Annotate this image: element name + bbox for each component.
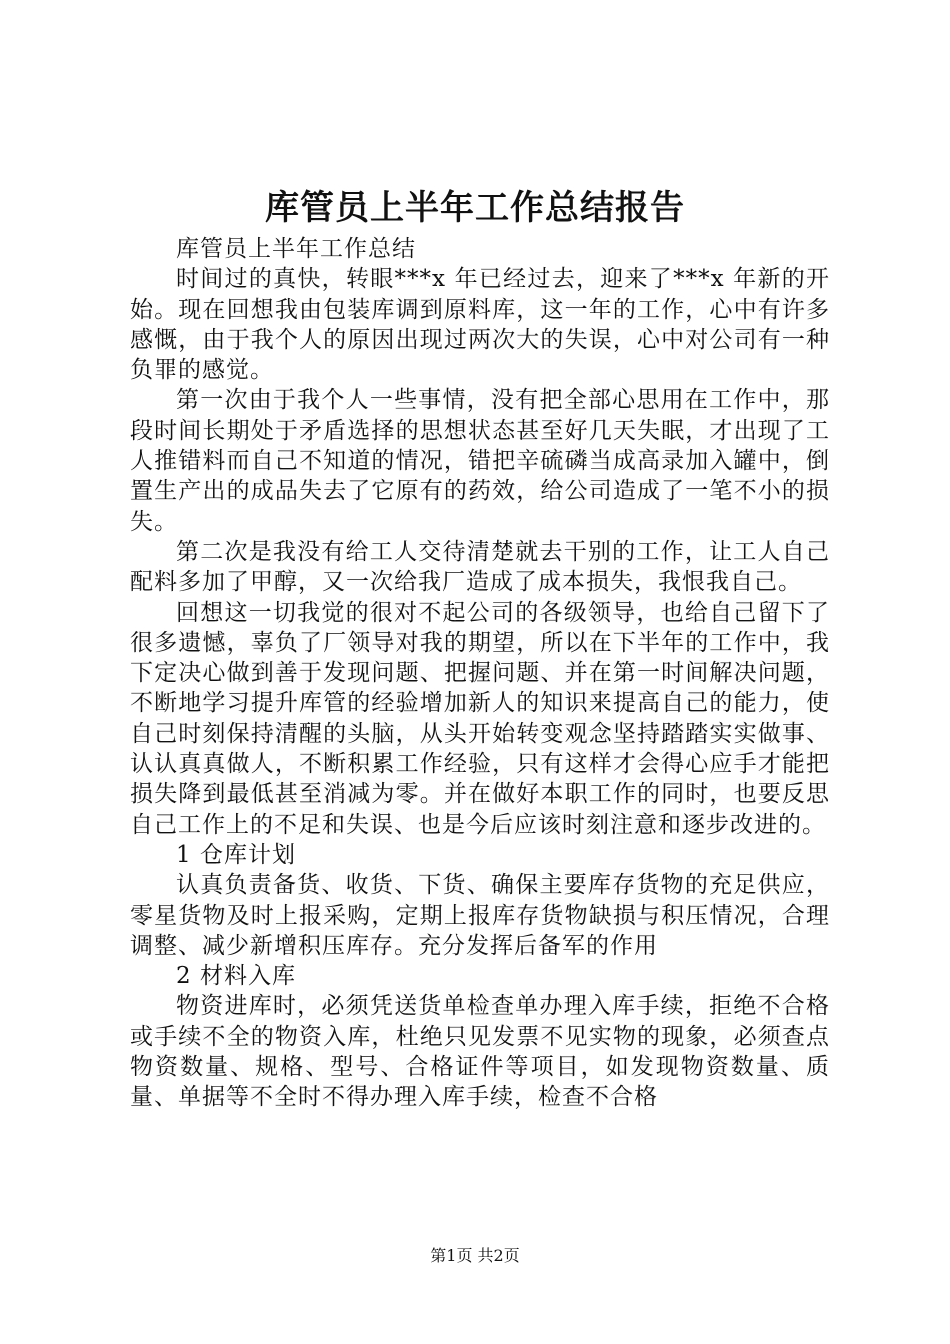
section-heading-material-inbound: 2 材料入库 <box>176 963 296 990</box>
subtitle-paragraph: 库管员上半年工作总结 <box>176 236 416 262</box>
section-heading-warehouse-plan: 1 仓库计划 <box>176 841 296 868</box>
first-mistake-paragraph: 第一次由于我个人一些事情，没有把全部心思用在工作中，那段时间长期处于矛盾选择的思想状态甚至好几天失眠，才出现了工人推错料而自己不知道的情况，错把辛硫磷当成高录加入罐中，倒置生产出的成品失去了它原有的药效，给公司造成了一笔不小的损失。 <box>130 387 830 535</box>
material-inbound-paragraph: 物资进库时，必须凭送货单检查单办理入库手续，拒绝不合格或手续不全的物资入库，杜绝只见发票不见实物的现象，必须查点物资数量、规格、型号、合格证件等项目，如发现物资数量、质量、单据等不全时不得办理入库手续，检查不合格 <box>130 993 830 1111</box>
page-footer: 第1页 共2页 <box>430 1246 520 1265</box>
warehouse-plan-paragraph: 认真负责备货、收货、下货、确保主要库存货物的充足供应，零星货物及时上报采购，定期上报库存货物缺损与积压情况，合理调整、减少新增积压库存。充分发挥后备军的作用 <box>130 872 830 959</box>
document-title: 库管员上半年工作总结报告 <box>265 188 685 228</box>
reflection-paragraph: 回想这一切我觉的很对不起公司的各级领导，也给自己留下了很多遗憾，辜负了厂领导对我的期望，所以在下半年的工作中，我下定决心做到善于发现问题、把握问题、并在第一时间解决问题，不断地学习提升库管的经验增加新人的知识来提高自己的能力，使自己时刻保持清醒的头脑，从头开始转变观念坚持踏踏实实做事、认认真真做人，不断积累工作经验，只有这样才会得心应手才能把损失降到最低甚至消减为零。并在做好本职工作的同时，也要反思自己工作上的不足和失误、也是今后应该时刻注意和逐步改进的。 <box>130 599 830 838</box>
second-mistake-paragraph: 第二次是我没有给工人交待清楚就去干别的工作，让工人自己配料多加了甲醇，又一次给我厂造成了成本损失，我恨我自己。 <box>130 538 830 596</box>
document-body <box>130 234 830 1113</box>
intro-paragraph: 时间过的真快，转眼***x 年已经过去，迎来了***x 年新的开始。现在回想我由包装库调到原料库，这一年的工作，心中有许多感慨，由于我个人的原因出现过两次大的失误，心中对公司有一种负罪的感觉。 <box>130 266 830 384</box>
